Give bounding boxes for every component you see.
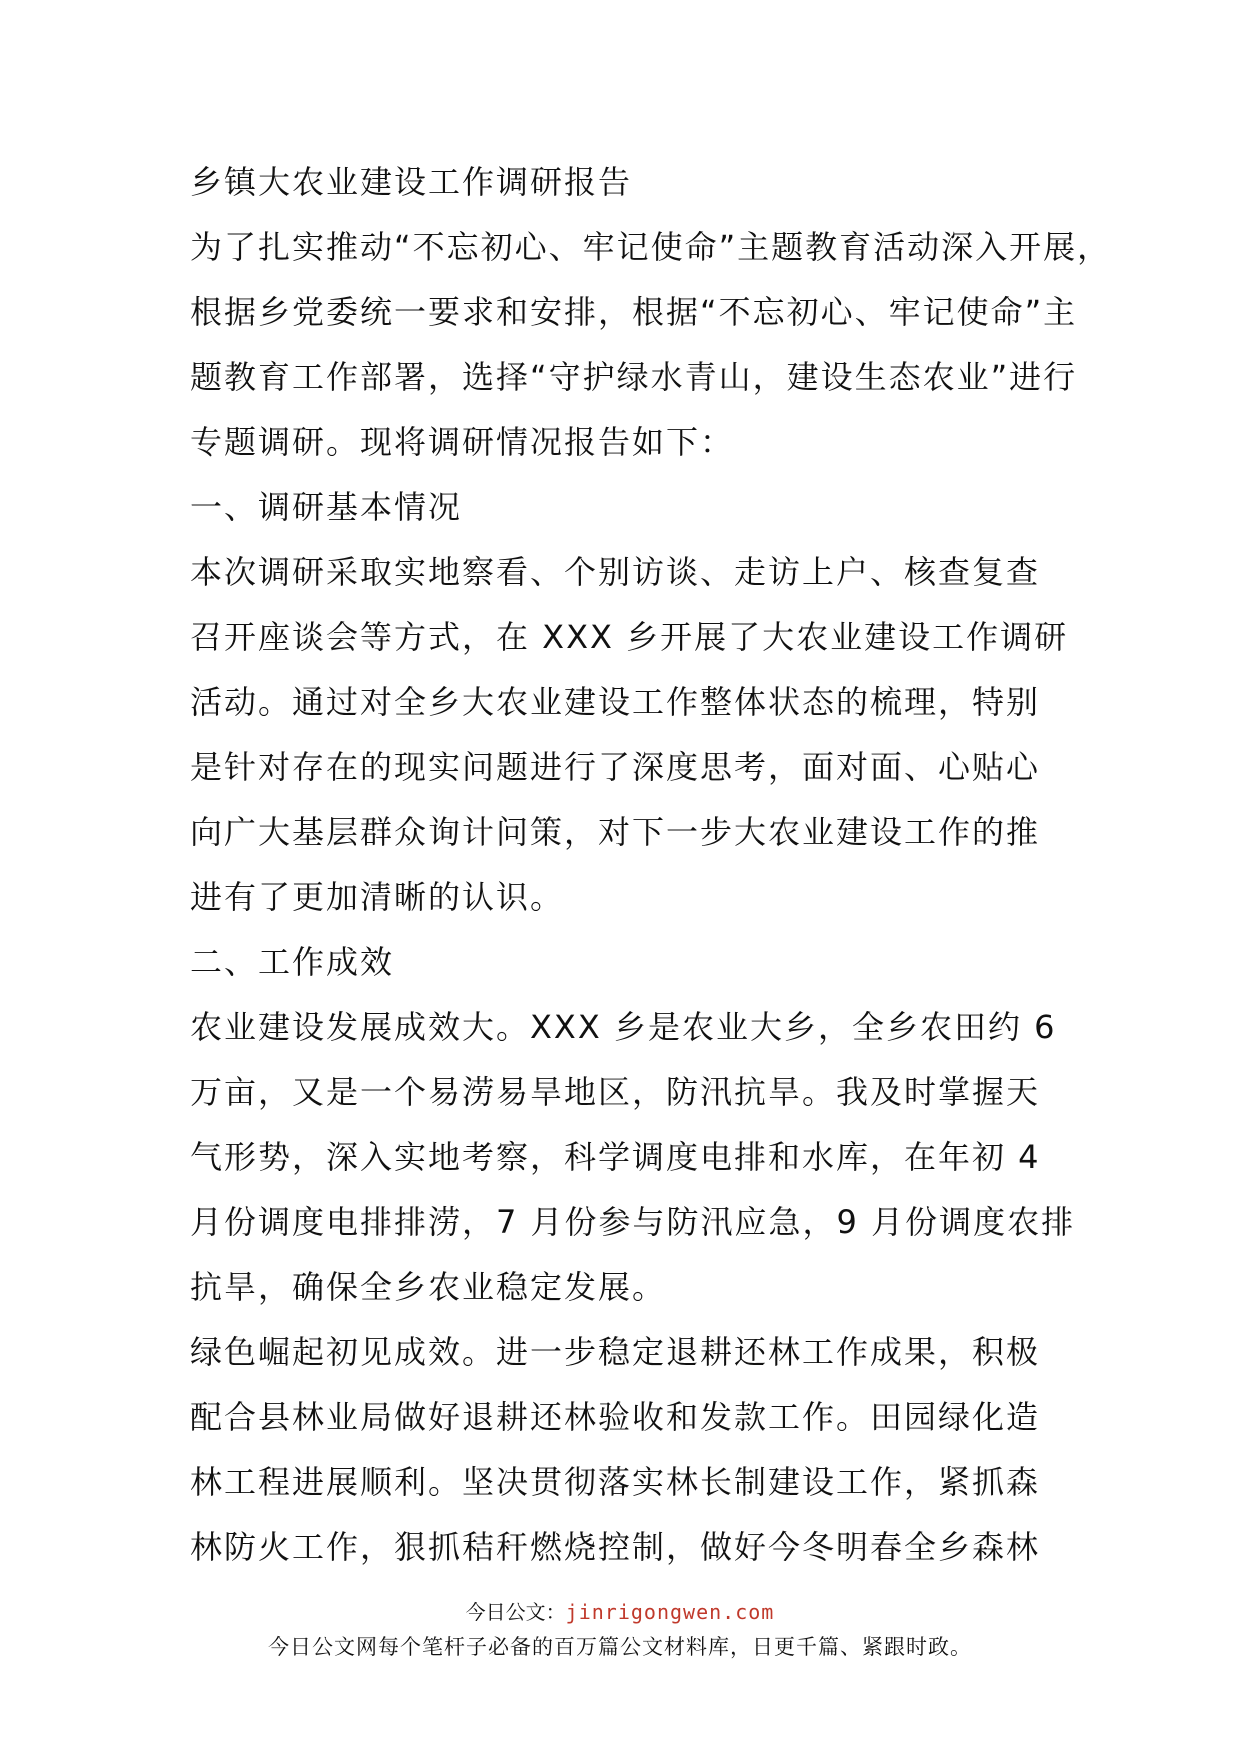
text-line: 题教育工作部署，选择“守护绿水青山，建设生态农业”进行 [190, 358, 1078, 396]
text-line: 农业建设发展成效大。XXX 乡是农业大乡，全乡农田约 6 [190, 1008, 1057, 1046]
section-heading-2: 二、工作成效 [190, 943, 395, 981]
text-line: 气形势，深入实地考察，科学调度电排和水库，在年初 4 [190, 1138, 1041, 1176]
text-line: 抗旱，确保全乡农业稳定发展。 [190, 1268, 667, 1306]
text-line: 召开座谈会等方式，在 XXX 乡开展了大农业建设工作调研 [190, 618, 1069, 656]
text-line: 是针对存在的现实问题进行了深度思考，面对面、心贴心 [190, 748, 1041, 786]
document-title: 乡镇大农业建设工作调研报告 [190, 163, 633, 201]
text-line: 林工程进展顺利。坚决贯彻落实林长制建设工作，紧抓森 [190, 1463, 1041, 1501]
section-heading-1: 一、调研基本情况 [190, 488, 463, 526]
footer-site [0, 1597, 1240, 1627]
text-line: 为了扎实推动“不忘初心、牢记使命”主题教育活动深入开展， [190, 228, 1112, 266]
text-line: 向广大基层群众询计问策，对下一步大农业建设工作的推 [190, 813, 1041, 851]
text-line: 绿色崛起初见成效。进一步稳定退耕还林工作成果，积极 [190, 1333, 1041, 1371]
footer-site-label: 今日公文： [465, 1600, 566, 1624]
text-line: 进有了更加清晰的认识。 [190, 878, 565, 916]
footer-site-link[interactable]: jinrigongwen.com [565, 1600, 775, 1624]
text-line: 月份调度电排排涝，7 月份参与防汛应急，9 月份调度农排 [190, 1203, 1076, 1241]
text-line: 林防火工作，狠抓秸秆燃烧控制，做好今冬明春全乡森林 [190, 1528, 1041, 1566]
text-line: 本次调研采取实地察看、个别访谈、走访上户、核查复查 [190, 553, 1041, 591]
text-line: 配合县林业局做好退耕还林验收和发款工作。田园绿化造 [190, 1398, 1041, 1436]
document-body [190, 150, 1112, 1580]
text-line: 专题调研。现将调研情况报告如下： [190, 423, 735, 461]
footer-slogan: 今日公文网每个笔杆子必备的百万篇公文材料库，日更千篇、紧跟时政。 [268, 1635, 972, 1659]
text-line: 活动。通过对全乡大农业建设工作整体状态的梳理，特别 [190, 683, 1041, 721]
text-line: 万亩，又是一个易涝易旱地区，防汛抗旱。我及时掌握天 [190, 1073, 1041, 1111]
text-line: 根据乡党委统一要求和安排，根据“不忘初心、牢记使命”主 [190, 293, 1078, 331]
